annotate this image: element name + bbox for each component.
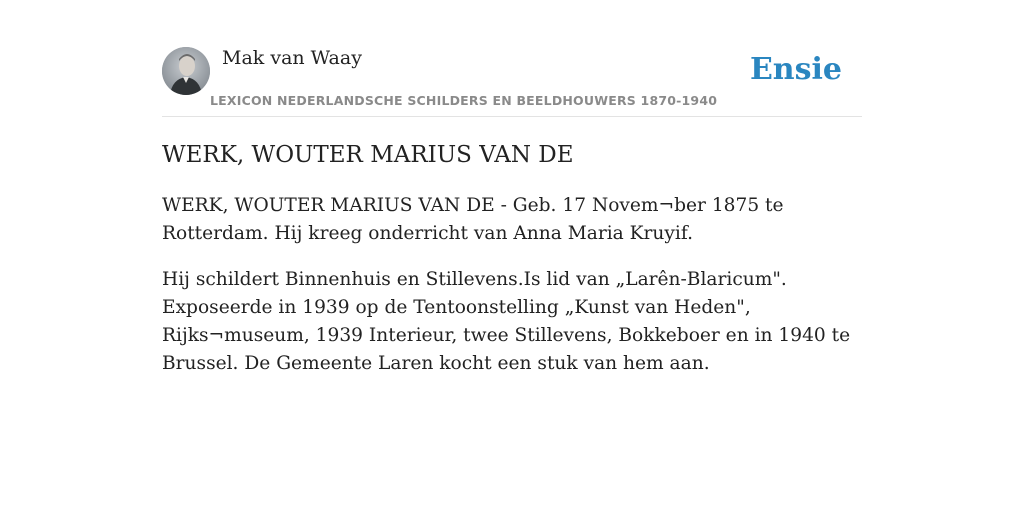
ensie-logo-link[interactable]: Ensie [749,52,842,87]
author-name[interactable]: Mak van Waay [222,47,362,69]
portrait-photo-icon [162,47,210,95]
source-lexicon-label[interactable]: LEXICON NEDERLANDSCHE SCHILDERS EN BEELDHOUWERS 1870-1940 [210,93,718,108]
article-paragraph-1: WERK, WOUTER MARIUS VAN DE - Geb. 17 Novem¬ber 1875 te Rotterdam. Hij kreeg onderricht van Anna Maria Kruyif. [162,195,784,244]
article-paragraph-2: Hij schildert Binnenhuis en Stillevens.Is lid van „Larên-Blaricum". Exposeerde in 1939 op de Tentoonstelling „Kunst van Heden", Rijks¬museum, 1939 Interieur, twee Stillevens, Bokkeboer en in 1940 te Brussel. De Gemeente Laren kocht een stuk van hem aan. [162,269,851,374]
article-title: WERK, WOUTER MARIUS VAN DE [162,142,574,168]
author-avatar[interactable] [162,47,210,95]
article-header [162,46,862,117]
article-body [162,192,862,396]
